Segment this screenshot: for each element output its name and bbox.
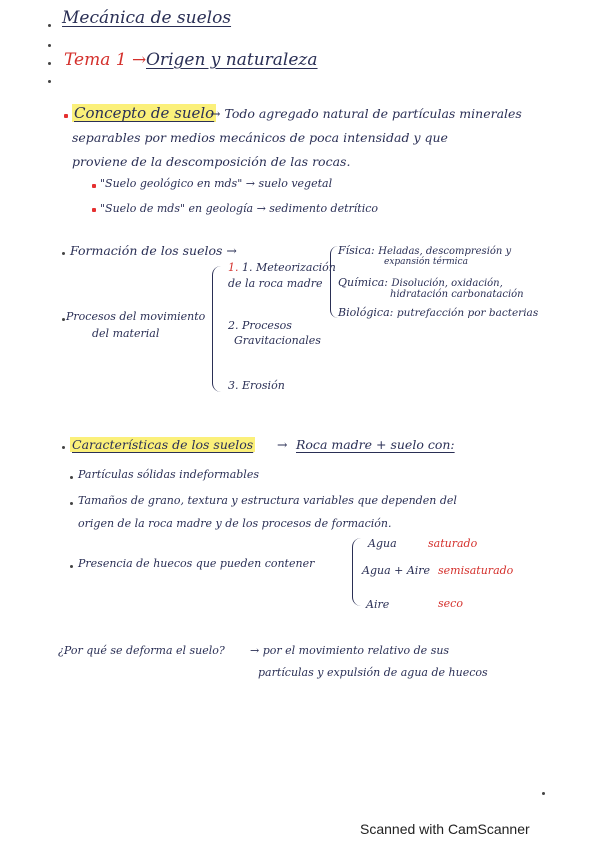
agua-aire-state: semisaturado bbox=[438, 564, 514, 577]
page-title: Mecánica de suelos bbox=[62, 8, 232, 28]
fisica-line1: Física: Heladas, descompresión y bbox=[338, 244, 512, 257]
item3: 3. Erosión bbox=[228, 379, 285, 392]
margin-dot bbox=[48, 24, 51, 27]
fisica-line2: expansión térmica bbox=[384, 257, 468, 267]
margin-dot bbox=[48, 62, 51, 65]
agua-label: Agua bbox=[368, 537, 397, 550]
item2-line2: Gravitacionales bbox=[234, 334, 321, 347]
item1-line1: 1. 1. Meteorización bbox=[228, 261, 336, 274]
question: ¿Por qué se deforma el suelo? bbox=[58, 644, 225, 657]
agua-aire-label: Agua + Aire bbox=[362, 564, 431, 577]
bullet-dot bbox=[70, 565, 73, 568]
bullet-dot bbox=[62, 252, 65, 255]
concepto-bullet2: "Suelo de mds" en geología → sedimento detrítico bbox=[100, 202, 379, 215]
item2-line1: 2. Procesos bbox=[228, 319, 292, 332]
bullet-dot bbox=[70, 502, 73, 505]
roca-text: Roca madre + suelo con: bbox=[296, 437, 455, 452]
answer-line1: → por el movimiento relativo de sus bbox=[250, 644, 450, 657]
caract-bullet2-line2: origen de la roca madre y de los procesos de formación. bbox=[78, 517, 392, 530]
procesos-bracket bbox=[212, 266, 221, 392]
procesos-line2: del material bbox=[92, 327, 160, 340]
aire-label: Aire bbox=[366, 598, 390, 611]
concepto-bullet1: "Suelo geológico en mds" → suelo vegetal bbox=[100, 177, 333, 190]
concepto-term: Concepto de suelo bbox=[74, 104, 215, 122]
answer-line2: partículas y expulsión de agua de huecos bbox=[258, 666, 488, 679]
concepto-def-line1: → Todo agregado natural de partículas minerales bbox=[210, 106, 522, 121]
bullet-dot bbox=[62, 318, 65, 321]
biologica-line: Biológica: putrefacción por bacterias bbox=[338, 306, 539, 319]
bullet-dot bbox=[62, 446, 65, 449]
formacion-title: Formación de los suelos → bbox=[70, 243, 237, 258]
bullet-dot bbox=[70, 476, 73, 479]
item1-line2: de la roca madre bbox=[228, 277, 323, 290]
caract-bullet1: Partículas sólidas indeformables bbox=[78, 468, 259, 481]
tema-label: Tema 1 → bbox=[64, 50, 147, 70]
huecos-bracket bbox=[352, 538, 361, 606]
concepto-def-line3: proviene de la descomposición de las rocas. bbox=[72, 154, 351, 169]
bullet-marker bbox=[92, 208, 96, 212]
concepto-def-line2: separables por medios mecánicos de poca intensidad y que bbox=[72, 130, 448, 145]
meteorizacion-bracket bbox=[330, 246, 338, 318]
bullet-marker bbox=[64, 114, 68, 118]
tema-title: Origen y naturaleza bbox=[146, 50, 318, 70]
bullet-marker bbox=[92, 184, 96, 188]
scanner-watermark: Scanned with CamScanner bbox=[360, 821, 530, 837]
caract-bullet2-line1: Tamaños de grano, textura y estructura variables que dependen del bbox=[78, 494, 457, 507]
margin-dot bbox=[542, 792, 545, 795]
procesos-line1: Procesos del movimiento bbox=[66, 310, 206, 323]
quimica-line1: Química: Disolución, oxidación, bbox=[338, 276, 503, 289]
margin-dot bbox=[48, 80, 51, 83]
aire-state: seco bbox=[438, 597, 463, 610]
caracteristicas-title: Características de los suelos bbox=[72, 437, 254, 452]
caracteristicas-arrow: → bbox=[277, 437, 288, 452]
quimica-line2: hidratación carbonatación bbox=[390, 289, 524, 300]
caract-bullet3: Presencia de huecos que pueden contener bbox=[78, 557, 315, 570]
agua-state: saturado bbox=[428, 537, 478, 550]
margin-dot bbox=[48, 44, 51, 47]
